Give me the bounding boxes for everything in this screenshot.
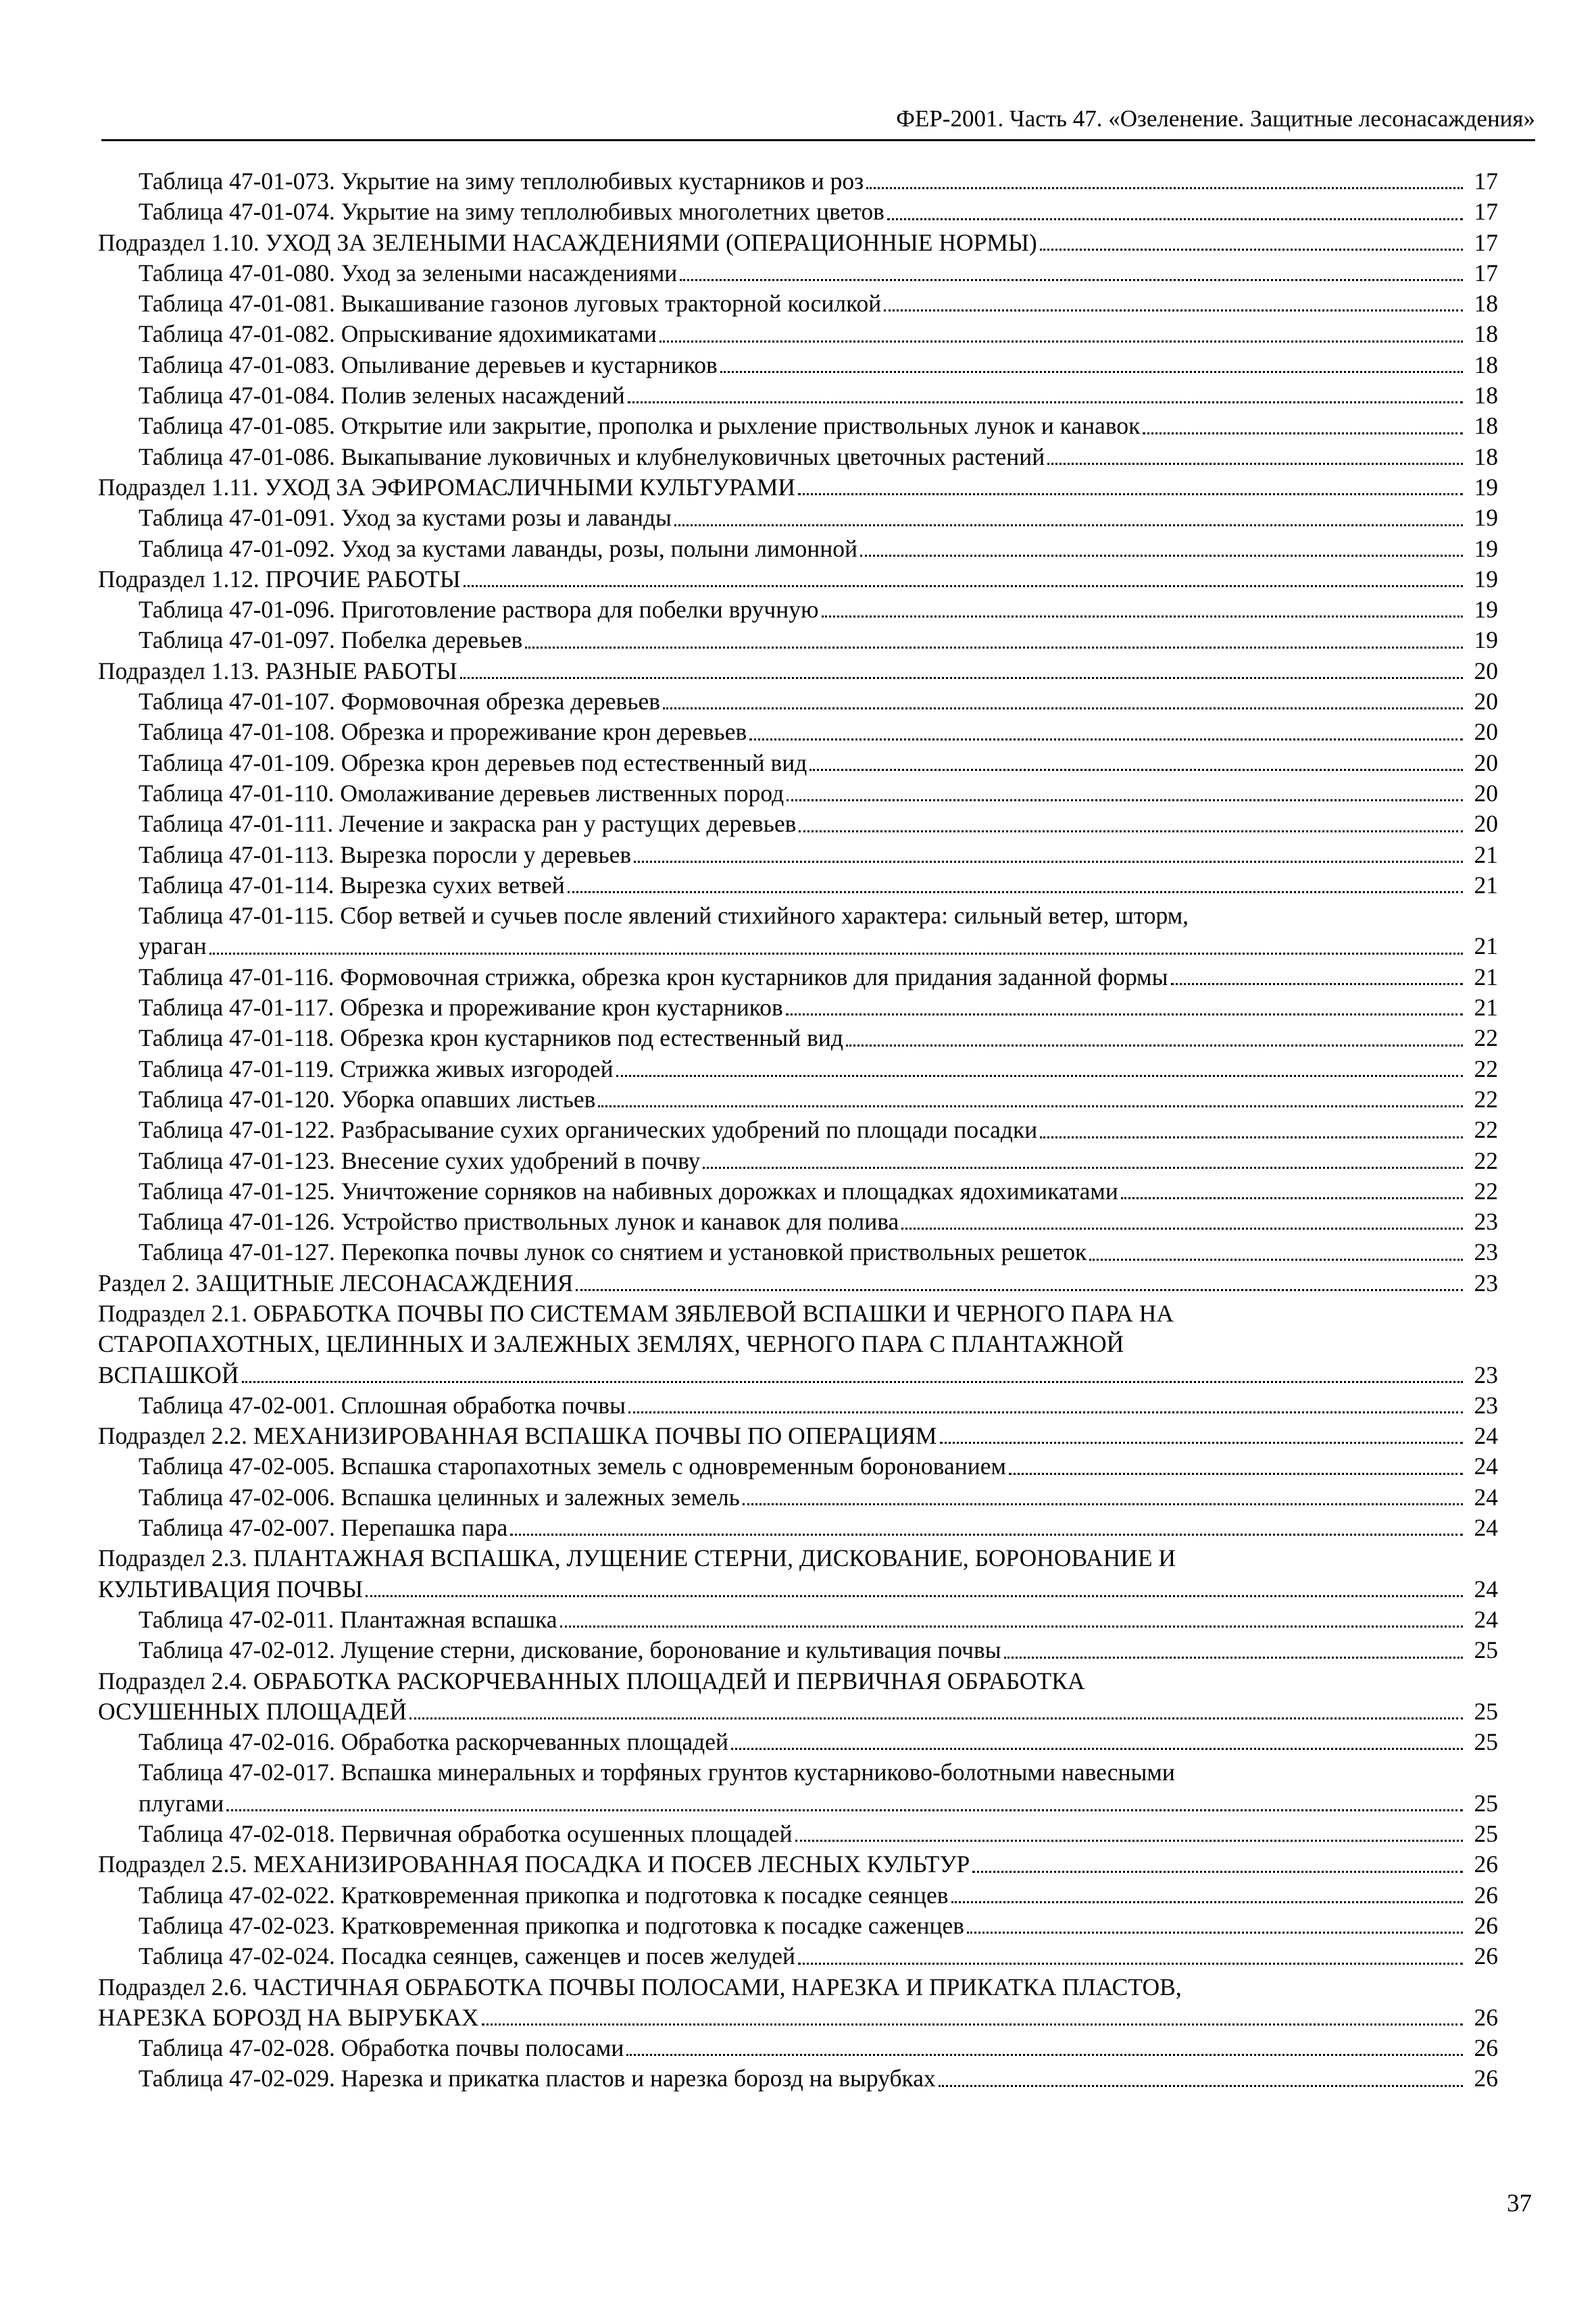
toc-entry-page: 26 — [1474, 1911, 1498, 1939]
toc-table-entry[interactable] — [98, 1727, 1498, 1757]
dot-leader — [242, 1360, 1463, 1390]
toc-entry-title: Таблица 47-01-082. Опрыскивание ядохимикатами — [139, 320, 657, 348]
toc-table-entry[interactable] — [98, 1146, 1498, 1176]
toc-entry-page: 21 — [1474, 840, 1498, 868]
toc-entry-title: Таблица 47-01-074. Укрытие на зиму теплолюбивых многолетних цветов — [139, 198, 884, 226]
dot-leader — [1121, 1176, 1463, 1207]
toc-entry-page: 22 — [1474, 1024, 1498, 1052]
toc-table-entry[interactable] — [98, 288, 1498, 319]
toc-table-entry[interactable] — [98, 717, 1498, 747]
toc-entry-title: Таблица 47-01-114. Вырезка сухих ветвей — [139, 871, 565, 899]
toc-entry-page: 25 — [1474, 1789, 1498, 1817]
toc-entry-title: Таблица 47-02-012. Лущение стерни, дискование, боронование и культивация почвы — [139, 1636, 1001, 1664]
toc-entry-page: 19 — [1474, 565, 1498, 593]
toc-entry-page: 20 — [1474, 810, 1498, 838]
toc-section-entry[interactable] — [98, 656, 1498, 686]
dot-leader — [972, 1849, 1463, 1880]
toc-table-entry[interactable] — [98, 870, 1498, 901]
toc-table-entry[interactable] — [98, 962, 1498, 992]
toc-entry-title: Таблица 47-01-127. Перекопка почвы лунок со снятием и установкой приствольных решеток — [139, 1238, 1087, 1266]
toc-entry-title: Таблица 47-02-001. Сплошная обработка почвы — [139, 1391, 626, 1419]
dot-leader — [798, 472, 1463, 503]
toc-entry-page: 17 — [1474, 198, 1498, 226]
toc-entry-page: 21 — [1474, 932, 1498, 960]
toc-entry-page: 19 — [1474, 596, 1498, 624]
toc-table-entry[interactable] — [98, 595, 1498, 625]
dot-leader — [940, 1421, 1464, 1451]
toc-entry-page: 22 — [1474, 1055, 1498, 1082]
dot-leader — [626, 2033, 1463, 2063]
toc-entry-page: 18 — [1474, 382, 1498, 409]
toc-entry-title: Раздел 2. ЗАЩИТНЫЕ ЛЕСОНАСАЖДЕНИЯ — [98, 1269, 574, 1297]
toc-entry-page: 22 — [1474, 1116, 1498, 1144]
dot-leader — [525, 625, 1463, 655]
toc-table-entry[interactable] — [98, 1819, 1498, 1849]
toc-entry-page: 25 — [1474, 1636, 1498, 1664]
toc-table-entry[interactable] — [98, 1023, 1498, 1053]
toc-table-entry[interactable] — [98, 166, 1498, 197]
running-header: ФЕР-2001. Часть 47. «Озеленение. Защитные лесонасаждения» — [896, 105, 1535, 132]
toc-entry-title: Таблица 47-01-113. Вырезка поросли у деревьев — [139, 840, 632, 868]
toc-table-entry[interactable] — [98, 2033, 1498, 2063]
toc-table-entry[interactable] — [98, 1176, 1498, 1207]
toc-table-entry[interactable] — [98, 1237, 1498, 1267]
toc-entry-title: ВСПАШКОЙ — [98, 1361, 239, 1388]
toc-entry-page: 26 — [1474, 1942, 1498, 1970]
dot-leader — [795, 1819, 1463, 1849]
dot-leader — [799, 809, 1463, 839]
dot-leader — [628, 380, 1463, 411]
dot-leader — [749, 717, 1463, 747]
toc-section-entry[interactable] — [98, 1268, 1498, 1299]
dot-leader — [901, 1207, 1463, 1237]
toc-table-entry[interactable] — [98, 625, 1498, 655]
toc-entry-title: Таблица 47-01-080. Уход за зелеными насаждениями — [139, 259, 678, 286]
toc-entry-line: Подраздел 2.1. ОБРАБОТКА ПОЧВЫ ПО СИСТЕМАМ ЗЯБЛЕВОЙ ВСПАШКИ И ЧЕРНОГО ПАРА НА — [98, 1299, 1174, 1327]
toc-entry-page: 26 — [1474, 2065, 1498, 2092]
toc-entry-page: 23 — [1474, 1361, 1498, 1388]
toc-entry-title: Таблица 47-02-029. Нарезка и прикатка пластов и нарезка борозд на вырубках — [139, 2065, 936, 2092]
toc-section-entry[interactable] — [98, 1972, 1498, 2034]
toc-entry-title: Таблица 47-01-073. Укрытие на зиму теплолюбивых кустарников и роз — [139, 168, 864, 195]
toc-entry-title: Таблица 47-02-023. Кратковременная прикопка и подготовка к посадке саженцев — [139, 1911, 964, 1939]
dot-leader — [680, 258, 1463, 288]
dot-leader — [1004, 1635, 1463, 1665]
toc-entry-title: Таблица 47-01-096. Приготовление раствора для побелки вручную — [139, 596, 819, 624]
dot-leader — [1089, 1237, 1463, 1267]
dot-leader — [951, 1880, 1464, 1911]
dot-leader — [568, 870, 1463, 901]
toc-entry-title: Таблица 47-01-126. Устройство приствольных лунок и канавок для полива — [139, 1208, 899, 1236]
toc-entry-title: Таблица 47-01-091. Уход за кустами розы и лаванды — [139, 504, 672, 532]
dot-leader — [809, 748, 1463, 778]
toc-table-entry[interactable] — [98, 1941, 1498, 1971]
toc-table-entry[interactable] — [98, 1390, 1498, 1421]
toc-entry-title: Таблица 47-02-028. Обработка почвы полосами — [139, 2034, 624, 2062]
toc-entry-title: Таблица 47-01-086. Выкапывание луковичных и клубнелуковичных цветочных растений — [139, 443, 1045, 470]
toc-table-entry[interactable] — [98, 1115, 1498, 1145]
toc-entry-title: Таблица 47-01-111. Лечение и закраска ран у растущих деревьев — [139, 810, 797, 838]
dot-leader — [616, 1054, 1463, 1084]
dot-leader — [846, 1023, 1463, 1053]
toc-section-entry[interactable] — [98, 1421, 1498, 1451]
toc-table-entry[interactable] — [98, 809, 1498, 839]
toc-entry-title: Таблица 47-01-120. Уборка опавших листьев — [139, 1085, 596, 1113]
toc-entry-page: 24 — [1474, 1605, 1498, 1633]
toc-entry-page: 18 — [1474, 412, 1498, 440]
toc-entry-title: Таблица 47-01-122. Разбрасывание сухих органических удобрений по площади посадки — [139, 1116, 1038, 1144]
dot-leader — [628, 1390, 1463, 1421]
toc-table-entry[interactable] — [98, 748, 1498, 778]
toc-entry-page: 22 — [1474, 1085, 1498, 1113]
toc-entry-page: 20 — [1474, 779, 1498, 807]
toc-entry-page: 21 — [1474, 963, 1498, 990]
toc-table-entry[interactable] — [98, 992, 1498, 1023]
toc-table-entry[interactable] — [98, 534, 1498, 564]
toc-entry-line: Таблица 47-01-115. Сбор ветвей и сучьев после явлений стихийного характера: сильный ветер, шторм, — [139, 902, 1189, 930]
toc-entry-title: Таблица 47-02-006. Вспашка целинных и залежных земель — [139, 1483, 740, 1511]
toc-entry-title: Таблица 47-01-118. Обрезка крон кустарников под естественный вид — [139, 1024, 843, 1052]
toc-entry-title: Таблица 47-01-119. Стрижка живых изгородей — [139, 1055, 614, 1082]
toc-entry-page: 17 — [1474, 259, 1498, 286]
toc-entry-title: плугами — [139, 1789, 224, 1817]
dot-leader — [366, 1574, 1463, 1605]
dot-leader — [634, 840, 1463, 870]
toc-entry-page: 25 — [1474, 1728, 1498, 1756]
toc-entry-title: Таблица 47-01-108. Обрезка и прореживание крон деревьев — [139, 718, 747, 746]
toc-entry-page: 21 — [1474, 871, 1498, 899]
toc-section-entry[interactable] — [98, 1543, 1498, 1605]
toc-entry-page: 24 — [1474, 1514, 1498, 1542]
dot-leader — [576, 1268, 1463, 1299]
toc-entry-page: 24 — [1474, 1453, 1498, 1480]
dot-leader — [798, 1941, 1463, 1971]
toc-table-entry[interactable] — [98, 1605, 1498, 1635]
toc-entry-title: Таблица 47-01-117. Обрезка и прореживание крон кустарников — [139, 994, 783, 1022]
dot-leader — [409, 1696, 1463, 1727]
toc-entry-page: 17 — [1474, 228, 1498, 256]
toc-section-entry[interactable] — [98, 564, 1498, 595]
toc-entry-page: 22 — [1474, 1177, 1498, 1205]
table-of-contents — [98, 166, 1498, 2094]
toc-entry-page: 19 — [1474, 626, 1498, 654]
toc-entry-title: Таблица 47-01-084. Полив зеленых насаждений — [139, 382, 625, 409]
toc-entry-title: Таблица 47-01-107. Формовочная обрезка деревьев — [139, 688, 661, 715]
dot-leader — [1171, 962, 1463, 992]
toc-entry-title: Таблица 47-01-092. Уход за кустами лаванды, розы, полыни лимонной — [139, 534, 858, 562]
dot-leader — [1040, 228, 1463, 258]
toc-entry-line: Таблица 47-02-017. Вспашка минеральных и торфяных грунтов кустарниково-болотными навесными — [139, 1759, 1175, 1786]
toc-entry-page: 26 — [1474, 2003, 1498, 2031]
toc-entry-title: Таблица 47-01-097. Побелка деревьев — [139, 626, 523, 654]
toc-entry-title: Таблица 47-02-005. Вспашка старопахотных земель с одновременным боронованием — [139, 1453, 1006, 1480]
dot-leader — [460, 656, 1463, 686]
toc-entry-line: Подраздел 2.4. ОБРАБОТКА РАСКОРЧЕВАННЫХ ПЛОЩАДЕЙ И ПЕРВИЧНАЯ ОБРАБОТКА — [98, 1667, 1085, 1694]
dot-leader — [703, 1146, 1463, 1176]
toc-entry-title: КУЛЬТИВАЦИЯ ПОЧВЫ — [98, 1575, 364, 1603]
toc-table-entry[interactable] — [98, 778, 1498, 809]
toc-entry-page: 26 — [1474, 1881, 1498, 1909]
dot-leader — [598, 1084, 1463, 1115]
dot-leader — [720, 350, 1463, 380]
toc-table-entry[interactable] — [98, 1451, 1498, 1482]
toc-table-entry[interactable] — [98, 1054, 1498, 1084]
toc-table-entry[interactable] — [98, 2063, 1498, 2094]
toc-table-entry[interactable] — [98, 258, 1498, 288]
toc-section-entry[interactable] — [98, 1849, 1498, 1880]
toc-entry-page: 18 — [1474, 443, 1498, 470]
toc-section-entry[interactable] — [98, 472, 1498, 503]
dot-leader — [967, 1911, 1463, 1941]
toc-entry-title: Таблица 47-01-110. Омолаживание деревьев лиственных пород — [139, 779, 784, 807]
dot-leader — [787, 778, 1463, 809]
toc-entry-page: 21 — [1474, 994, 1498, 1022]
toc-entry-title: Таблица 47-02-007. Перепашка пара — [139, 1514, 508, 1542]
toc-table-entry[interactable] — [98, 319, 1498, 349]
toc-entry-page: 19 — [1474, 534, 1498, 562]
dot-leader — [1047, 442, 1463, 472]
toc-entry-page: 26 — [1474, 2034, 1498, 2062]
toc-entry-page: 18 — [1474, 320, 1498, 348]
toc-entry-line: Подраздел 2.3. ПЛАНТАЖНАЯ ВСПАШКА, ЛУЩЕНИЕ СТЕРНИ, ДИСКОВАНИЕ, БОРОНОВАНИЕ И — [98, 1544, 1176, 1572]
toc-entry-title: ОСУШЕННЫХ ПЛОЩАДЕЙ — [98, 1697, 407, 1725]
dot-leader — [560, 1605, 1463, 1635]
toc-entry-title: Таблица 47-02-022. Кратковременная прикопка и подготовка к посадке сеянцев — [139, 1881, 949, 1909]
dot-leader — [482, 2003, 1463, 2033]
dot-leader — [884, 288, 1463, 319]
toc-entry-title: Таблица 47-01-085. Открытие или закрытие, прополка и рыхление приствольных лунок и канавок — [139, 412, 1141, 440]
toc-entry-page: 23 — [1474, 1238, 1498, 1266]
dot-leader — [939, 2063, 1463, 2094]
dot-leader — [866, 166, 1463, 197]
dot-leader — [731, 1727, 1463, 1757]
toc-entry-page: 24 — [1474, 1575, 1498, 1603]
toc-entry-title: Таблица 47-02-016. Обработка раскорчеванных площадей — [139, 1728, 728, 1756]
header-rule — [101, 139, 1535, 141]
dot-leader — [226, 1788, 1463, 1819]
toc-entry-title: Подраздел 2.5. МЕХАНИЗИРОВАННАЯ ПОСАДКА И ПОСЕВ ЛЕСНЫХ КУЛЬТУР — [98, 1851, 970, 1878]
dot-leader — [743, 1482, 1463, 1513]
toc-section-entry[interactable] — [98, 1666, 1498, 1728]
toc-table-entry[interactable] — [98, 840, 1498, 870]
toc-entry-page: 23 — [1474, 1269, 1498, 1297]
toc-entry-title: Таблица 47-01-083. Опыливание деревьев и кустарников — [139, 351, 718, 378]
toc-entry-page: 19 — [1474, 504, 1498, 532]
toc-entry-page: 20 — [1474, 657, 1498, 684]
dot-leader — [786, 992, 1463, 1023]
toc-table-entry[interactable] — [98, 686, 1498, 717]
toc-entry-title: Таблица 47-01-081. Выкашивание газонов луговых тракторной косилкой — [139, 290, 882, 318]
toc-entry-page: 22 — [1474, 1147, 1498, 1174]
toc-table-entry[interactable] — [98, 503, 1498, 533]
toc-table-entry[interactable] — [98, 1757, 1498, 1819]
dot-leader — [209, 931, 1463, 961]
toc-entry-page: 23 — [1474, 1391, 1498, 1419]
dot-leader — [674, 503, 1463, 533]
toc-entry-page: 23 — [1474, 1208, 1498, 1236]
dot-leader — [464, 564, 1463, 595]
toc-table-entry[interactable] — [98, 901, 1498, 962]
toc-entry-title: Подраздел 1.13. РАЗНЫЕ РАБОТЫ — [98, 657, 457, 684]
toc-entry-page: 18 — [1474, 290, 1498, 318]
toc-table-entry[interactable] — [98, 411, 1498, 441]
toc-entry-page: 26 — [1474, 1851, 1498, 1878]
toc-entry-title: Подраздел 1.11. УХОД ЗА ЭФИРОМАСЛИЧНЫМИ КУЛЬТУРАМИ — [98, 473, 796, 501]
toc-table-entry[interactable] — [98, 197, 1498, 227]
toc-entry-title: Таблица 47-01-123. Внесение сухих удобрений в почву — [139, 1147, 701, 1174]
toc-table-entry[interactable] — [98, 1482, 1498, 1513]
dot-leader — [822, 595, 1463, 625]
toc-entry-page: 20 — [1474, 749, 1498, 776]
toc-table-entry[interactable] — [98, 1207, 1498, 1237]
toc-entry-page: 25 — [1474, 1697, 1498, 1725]
dot-leader — [887, 197, 1463, 227]
toc-entry-line: СТАРОПАХОТНЫХ, ЦЕЛИННЫХ И ЗАЛЕЖНЫХ ЗЕМЛЯХ, ЧЕРНОГО ПАРА С ПЛАНТАЖНОЙ — [98, 1330, 1124, 1358]
toc-entry-title: Таблица 47-01-116. Формовочная стрижка, обрезка крон кустарников для придания заданной формы — [139, 963, 1168, 990]
toc-entry-title: Подраздел 2.2. МЕХАНИЗИРОВАННАЯ ВСПАШКА ПОЧВЫ ПО ОПЕРАЦИЯМ — [98, 1422, 937, 1450]
toc-table-entry[interactable] — [98, 350, 1498, 380]
toc-entry-title: Подраздел 1.12. ПРОЧИЕ РАБОТЫ — [98, 565, 461, 593]
dot-leader — [1009, 1451, 1463, 1482]
toc-table-entry[interactable] — [98, 1635, 1498, 1665]
toc-section-entry[interactable] — [98, 1299, 1498, 1390]
page-number: 37 — [1507, 2190, 1532, 2217]
toc-entry-title: Таблица 47-02-024. Посадка сеянцев, саженцев и посев желудей — [139, 1942, 795, 1970]
toc-entry-page: 18 — [1474, 351, 1498, 378]
toc-entry-page: 20 — [1474, 718, 1498, 746]
toc-entry-title: ураган — [139, 932, 207, 960]
toc-table-entry[interactable] — [98, 1513, 1498, 1543]
toc-entry-page: 20 — [1474, 688, 1498, 715]
toc-table-entry[interactable] — [98, 1911, 1498, 1941]
toc-table-entry[interactable] — [98, 1084, 1498, 1115]
toc-entry-line: Подраздел 2.6. ЧАСТИЧНАЯ ОБРАБОТКА ПОЧВЫ ПОЛОСАМИ, НАРЕЗКА И ПРИКАТКА ПЛАСТОВ, — [98, 1973, 1182, 2001]
toc-entry-title: НАРЕЗКА БОРОЗД НА ВЫРУБКАХ — [98, 2003, 479, 2031]
toc-section-entry[interactable] — [98, 228, 1498, 258]
toc-table-entry[interactable] — [98, 380, 1498, 411]
dot-leader — [659, 319, 1463, 349]
toc-entry-title: Таблица 47-02-011. Плантажная вспашка — [139, 1605, 557, 1633]
dot-leader — [663, 686, 1463, 717]
toc-entry-title: Таблица 47-01-109. Обрезка крон деревьев под естественный вид — [139, 749, 807, 776]
toc-entry-title: Таблица 47-02-018. Первичная обработка осушенных площадей — [139, 1820, 793, 1848]
dot-leader — [510, 1513, 1463, 1543]
toc-entry-page: 17 — [1474, 168, 1498, 195]
toc-entry-title: Таблица 47-01-125. Уничтожение сорняков на набивных дорожках и площадках ядохимикатами — [139, 1177, 1118, 1205]
dot-leader — [860, 534, 1463, 564]
dot-leader — [1143, 411, 1463, 441]
toc-entry-title: Подраздел 1.10. УХОД ЗА ЗЕЛЕНЫМИ НАСАЖДЕНИЯМИ (ОПЕРАЦИОННЫЕ НОРМЫ) — [98, 228, 1037, 256]
toc-entry-page: 25 — [1474, 1820, 1498, 1848]
toc-entry-page: 19 — [1474, 473, 1498, 501]
toc-table-entry[interactable] — [98, 1880, 1498, 1911]
toc-entry-page: 24 — [1474, 1422, 1498, 1450]
toc-entry-page: 24 — [1474, 1483, 1498, 1511]
toc-table-entry[interactable] — [98, 442, 1498, 472]
dot-leader — [1040, 1115, 1463, 1145]
